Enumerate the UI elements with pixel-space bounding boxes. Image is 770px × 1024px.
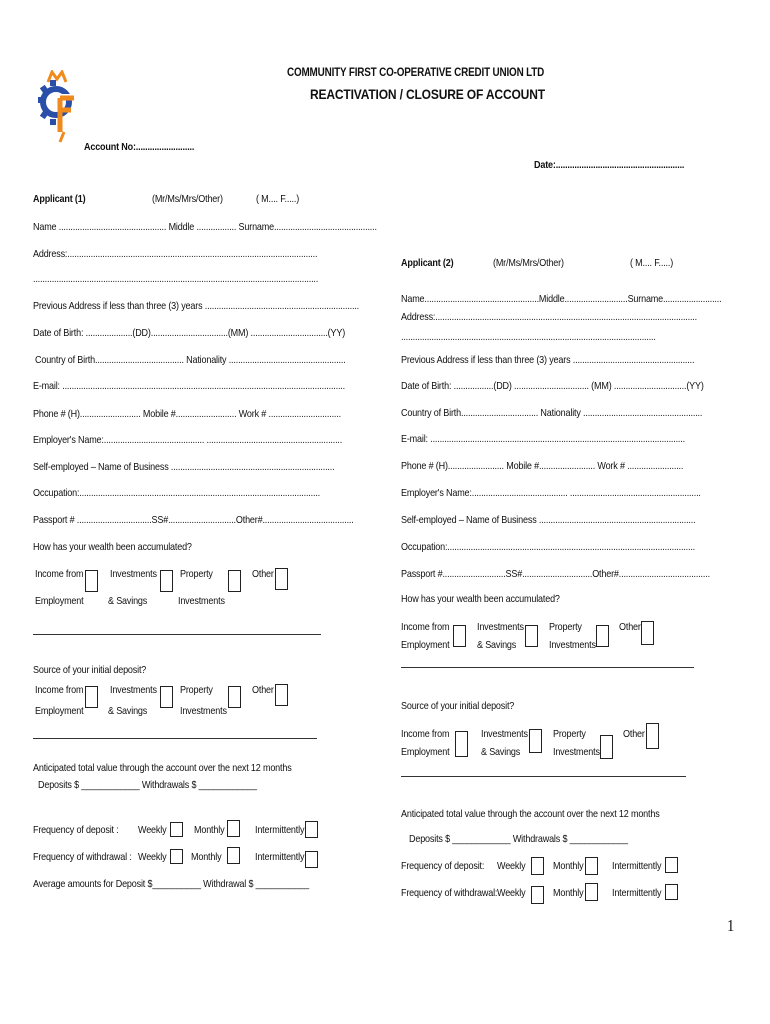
- applicant2-date-of-birth[interactable]: Date of Birth: .................(DD) ................................ (MM) ...............................(YY): [401, 380, 704, 392]
- a1-freq-deposit-monthly-label: Monthly: [194, 824, 225, 836]
- a2-freq-withdrawal-label: Frequency of withdrawal:: [401, 887, 498, 899]
- applicant2-name-field[interactable]: Name.................................................Middle...........................Surname.........................: [401, 293, 722, 305]
- form-title: REACTIVATION / CLOSURE OF ACCOUNT: [310, 86, 545, 102]
- a2-wealth-other-line[interactable]: [401, 667, 694, 668]
- a1-source-investments-label: Investments: [110, 684, 157, 696]
- a2-freq-deposit-weekly-label: Weekly: [497, 860, 526, 872]
- applicant1-address-field[interactable]: Address:...........................................................................................................: [33, 248, 318, 260]
- applicant2-email[interactable]: E-mail: .............................................................................................................: [401, 433, 685, 445]
- applicant1-deposits-withdrawals[interactable]: Deposits $ ____________ Withdrawals $ ____________: [38, 779, 257, 791]
- applicant2-country-nationality[interactable]: Country of Birth................................. Nationality ...................................................: [401, 407, 703, 419]
- a2-freq-deposit-monthly-label: Monthly: [553, 860, 584, 872]
- applicant2-wealth-question: How has your wealth been accumulated?: [401, 593, 560, 605]
- a2-source-property-label2: Investments: [553, 746, 600, 758]
- a1-freq-withdrawal-weekly-label: Weekly: [138, 851, 167, 863]
- applicant1-anticipated: Anticipated total value through the account over the next 12 months: [33, 762, 292, 774]
- applicant2-deposits-withdrawals[interactable]: Deposits $ ____________ Withdrawals $ ____________: [409, 833, 628, 845]
- a1-source-investments-checkbox[interactable]: [160, 686, 173, 708]
- a2-freq-deposit-label: Frequency of deposit:: [401, 860, 485, 872]
- a2-source-other-label: Other: [623, 728, 645, 740]
- a2-wealth-investments-checkbox[interactable]: [525, 625, 538, 647]
- a1-wealth-investments-label: Investments: [110, 568, 157, 580]
- a2-wealth-property-label: Property: [549, 621, 582, 633]
- applicant1-email[interactable]: E-mail: .........................................................................................................................: [33, 380, 345, 392]
- a1-freq-deposit-intermittently-label: Intermittently: [255, 824, 305, 836]
- credit-union-logo: [34, 70, 78, 148]
- applicant1-occupation[interactable]: Occupation:.......................................................................................................: [33, 487, 320, 499]
- a1-source-other-label: Other: [252, 684, 274, 696]
- a1-source-savings-label: & Savings: [108, 705, 148, 717]
- a2-source-investments-label: Investments: [481, 728, 528, 740]
- applicant1-passport[interactable]: Passport # ................................SS#.............................Other#.......................................: [33, 514, 354, 526]
- date-field[interactable]: Date:.......................................................: [534, 159, 685, 171]
- a2-source-income-checkbox[interactable]: [455, 731, 468, 757]
- a1-wealth-property-checkbox[interactable]: [228, 570, 241, 592]
- applicant1-address-line2[interactable]: ..........................................................................................................................: [33, 273, 319, 285]
- a2-source-income-label: Income from: [401, 728, 450, 740]
- a2-wealth-income-label: Income from: [401, 621, 450, 633]
- applicant1-wealth-question: How has your wealth been accumulated?: [33, 541, 192, 553]
- a1-wealth-income-label: Income from: [35, 568, 84, 580]
- page-number: 1: [727, 916, 735, 935]
- a2-wealth-savings-label: & Savings: [477, 639, 517, 651]
- a2-wealth-other-label: Other: [619, 621, 641, 633]
- applicant2-address-field[interactable]: Address:................................................................................................................: [401, 311, 697, 323]
- applicant1-source-question: Source of your initial deposit?: [33, 664, 147, 676]
- applicant2-source-question: Source of your initial deposit?: [401, 700, 515, 712]
- a2-freq-deposit-intermittently-label: Intermittently: [612, 860, 662, 872]
- applicant1-previous-address[interactable]: Previous Address if less than three (3) years ..................................................................: [33, 300, 360, 312]
- a1-source-other-checkbox[interactable]: [275, 684, 288, 706]
- a1-freq-withdrawal-monthly-label: Monthly: [191, 851, 222, 863]
- applicant1-phone[interactable]: Phone # (H).......................... Mobile #.......................... Work # ...............................: [33, 408, 341, 420]
- applicant1-heading: Applicant (1): [33, 193, 86, 205]
- a2-freq-deposit-monthly-checkbox[interactable]: [585, 857, 598, 875]
- a2-wealth-other-checkbox[interactable]: [641, 621, 654, 645]
- applicant1-self-employed[interactable]: Self-employed – Name of Business ......................................................................: [33, 461, 335, 473]
- applicant2-anticipated: Anticipated total value through the account over the next 12 months: [401, 808, 660, 820]
- a1-freq-withdrawal-label: Frequency of withdrawal :: [33, 851, 132, 863]
- a2-freq-withdrawal-monthly-label: Monthly: [553, 887, 584, 899]
- a2-wealth-property-label2: Investments: [549, 639, 596, 651]
- a2-freq-withdrawal-intermittently-label: Intermittently: [612, 887, 662, 899]
- a2-source-property-checkbox[interactable]: [600, 735, 613, 759]
- a1-source-income-checkbox[interactable]: [85, 686, 98, 708]
- applicant1-name-field[interactable]: Name .............................................. Middle ................. Surname............................................: [33, 221, 377, 233]
- applicant2-title-options: (Mr/Ms/Mrs/Other): [493, 257, 564, 269]
- a1-freq-deposit-weekly-label: Weekly: [138, 824, 167, 836]
- a2-wealth-income-checkbox[interactable]: [453, 625, 466, 647]
- applicant2-heading: Applicant (2): [401, 257, 454, 269]
- a1-wealth-income-label2: Employment: [35, 595, 84, 607]
- a1-freq-withdrawal-intermittently-checkbox[interactable]: [305, 851, 318, 868]
- applicant2-address-line2[interactable]: .............................................................................................................: [401, 331, 656, 343]
- applicant1-average-amounts[interactable]: Average amounts for Deposit $__________ Withdrawal $ ___________: [33, 878, 309, 890]
- applicant2-gender[interactable]: ( M.... F.....): [630, 257, 674, 269]
- a2-freq-withdrawal-weekly-label: Weekly: [497, 887, 526, 899]
- a2-freq-withdrawal-weekly-checkbox[interactable]: [531, 886, 544, 904]
- applicant2-self-employed[interactable]: Self-employed – Name of Business ...................................................................: [401, 514, 696, 526]
- a2-freq-deposit-intermittently-checkbox[interactable]: [665, 857, 678, 873]
- account-no-field[interactable]: Account No:.........................: [84, 141, 195, 153]
- a2-source-investments-checkbox[interactable]: [529, 729, 542, 753]
- a1-source-other-line[interactable]: [33, 738, 317, 739]
- a1-source-property-label2: Investments: [180, 705, 227, 717]
- a1-wealth-investments-checkbox[interactable]: [160, 570, 173, 592]
- applicant2-occupation[interactable]: Occupation:..........................................................................................................: [401, 541, 696, 553]
- a2-wealth-income-label2: Employment: [401, 639, 450, 651]
- a1-freq-deposit-monthly-checkbox[interactable]: [227, 820, 240, 837]
- a2-source-savings-label: & Savings: [481, 746, 521, 758]
- a2-wealth-investments-label: Investments: [477, 621, 524, 633]
- a1-wealth-property-label: Property: [180, 568, 213, 580]
- applicant2-previous-address[interactable]: Previous Address if less than three (3) years ....................................................: [401, 354, 695, 366]
- applicant1-gender[interactable]: ( M.... F.....): [256, 193, 300, 205]
- a2-wealth-property-checkbox[interactable]: [596, 625, 609, 647]
- a1-wealth-savings-label: & Savings: [108, 595, 148, 607]
- a1-freq-deposit-weekly-checkbox[interactable]: [170, 822, 183, 837]
- org-name: COMMUNITY FIRST CO-OPERATIVE CREDIT UNION LTD: [287, 67, 545, 79]
- applicant1-date-of-birth[interactable]: Date of Birth: ....................(DD).................................(MM) .................................(YY): [33, 327, 346, 339]
- a2-freq-withdrawal-monthly-checkbox[interactable]: [585, 883, 598, 901]
- a1-wealth-other-checkbox[interactable]: [275, 568, 288, 590]
- applicant2-employer[interactable]: Employer's Name:......................................... ........................................................: [401, 487, 701, 499]
- a1-freq-withdrawal-weekly-checkbox[interactable]: [170, 849, 183, 864]
- a2-freq-deposit-weekly-checkbox[interactable]: [531, 857, 544, 875]
- a1-wealth-income-checkbox[interactable]: [85, 570, 98, 592]
- a2-source-other-line[interactable]: [401, 776, 686, 777]
- applicant1-country-nationality[interactable]: Country of Birth...................................... Nationality ..................................................: [35, 354, 346, 366]
- a2-source-other-checkbox[interactable]: [646, 723, 659, 749]
- a1-source-property-label: Property: [180, 684, 213, 696]
- a1-wealth-other-line[interactable]: [33, 634, 321, 635]
- a1-source-property-checkbox[interactable]: [228, 686, 241, 708]
- a1-freq-withdrawal-intermittently-label: Intermittently: [255, 851, 305, 863]
- a1-wealth-other-label: Other: [252, 568, 274, 580]
- a1-freq-deposit-intermittently-checkbox[interactable]: [305, 821, 318, 838]
- a1-wealth-property-label2: Investments: [178, 595, 225, 607]
- a2-freq-withdrawal-intermittently-checkbox[interactable]: [665, 884, 678, 900]
- a1-source-income-label: Income from: [35, 684, 84, 696]
- a2-source-income-label2: Employment: [401, 746, 450, 758]
- a2-source-property-label: Property: [553, 728, 586, 740]
- applicant2-phone[interactable]: Phone # (H)........................ Mobile #........................ Work # ........................: [401, 460, 684, 472]
- a1-source-income-label2: Employment: [35, 705, 84, 717]
- applicant1-employer[interactable]: Employer's Name:........................................... ..........................................................: [33, 434, 343, 446]
- a1-freq-deposit-label: Frequency of deposit :: [33, 824, 119, 836]
- applicant2-passport[interactable]: Passport #...........................SS#..............................Other#.......................................: [401, 568, 710, 580]
- logo-gear: [38, 80, 69, 125]
- a1-freq-withdrawal-monthly-checkbox[interactable]: [227, 847, 240, 864]
- applicant1-title-options: (Mr/Ms/Mrs/Other): [152, 193, 223, 205]
